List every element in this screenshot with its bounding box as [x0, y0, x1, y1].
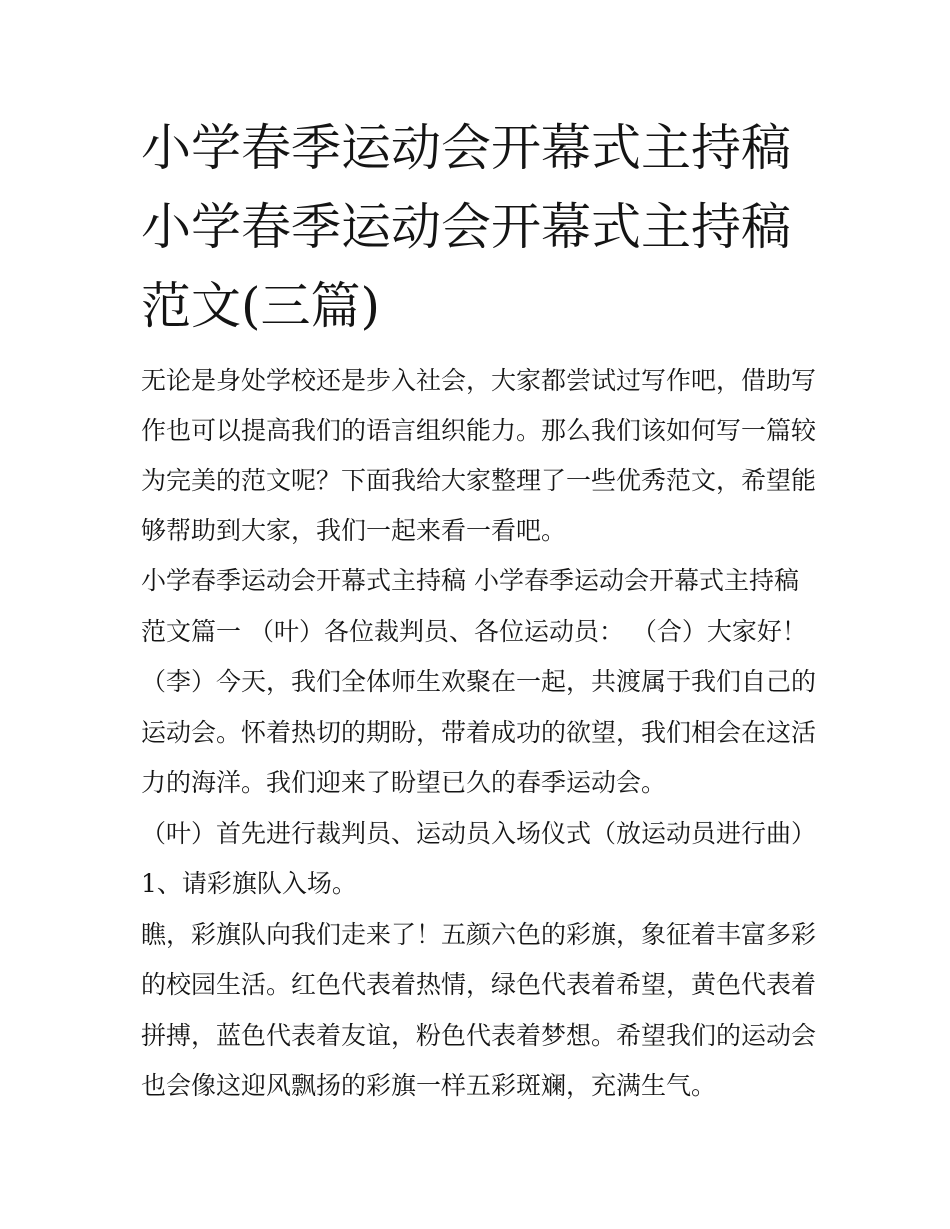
document-title-line-3: 范文(三篇) — [141, 277, 381, 335]
paragraph-line: 小学春季运动会开幕式主持稿 小学春季运动会开幕式主持稿 — [141, 566, 799, 595]
paragraph-line: 也会像这迎风飘扬的彩旗一样五彩斑斓，充满生气。 — [141, 1071, 717, 1100]
paragraph-line: 为完美的范文呢？下面我给大家整理了一些优秀范文，希望能 — [141, 466, 817, 495]
document-title-line-2: 小学春季运动会开幕式主持稿 — [141, 198, 791, 256]
paragraph-line: （李）今天，我们全体师生欢聚在一起，共渡属于我们自己的 — [141, 667, 817, 696]
paragraph-line: 1、请彩旗队入场。 — [141, 869, 357, 898]
paragraph-line: 作也可以提高我们的语言组织能力。那么我们该如何写一篇较 — [141, 416, 817, 445]
paragraph-line: 瞧，彩旗队向我们走来了！五颜六色的彩旗，象征着丰富多彩 — [141, 920, 817, 949]
paragraph-line: 运动会。怀着热切的期盼，带着成功的欲望，我们相会在这活 — [141, 718, 817, 747]
paragraph-line: （叶）首先进行裁判员、运动员入场仪式（放运动员进行曲） — [141, 819, 817, 848]
paragraph-line: 的校园生活。红色代表着热情，绿色代表着希望，黄色代表着 — [141, 970, 817, 999]
paragraph-line: 无论是身处学校还是步入社会，大家都尝试过写作吧，借助写 — [141, 366, 817, 395]
paragraph-line: 够帮助到大家，我们一起来看一看吧。 — [141, 516, 567, 545]
paragraph-line: 拼搏，蓝色代表着友谊，粉色代表着梦想。希望我们的运动会 — [141, 1021, 817, 1050]
paragraph-line: 范文篇一 （叶）各位裁判员、各位运动员： （合）大家好！ — [141, 617, 807, 646]
document-title-line-1: 小学春季运动会开幕式主持稿 — [141, 119, 791, 177]
paragraph-line: 力的海洋。我们迎来了盼望已久的春季运动会。 — [141, 768, 667, 797]
